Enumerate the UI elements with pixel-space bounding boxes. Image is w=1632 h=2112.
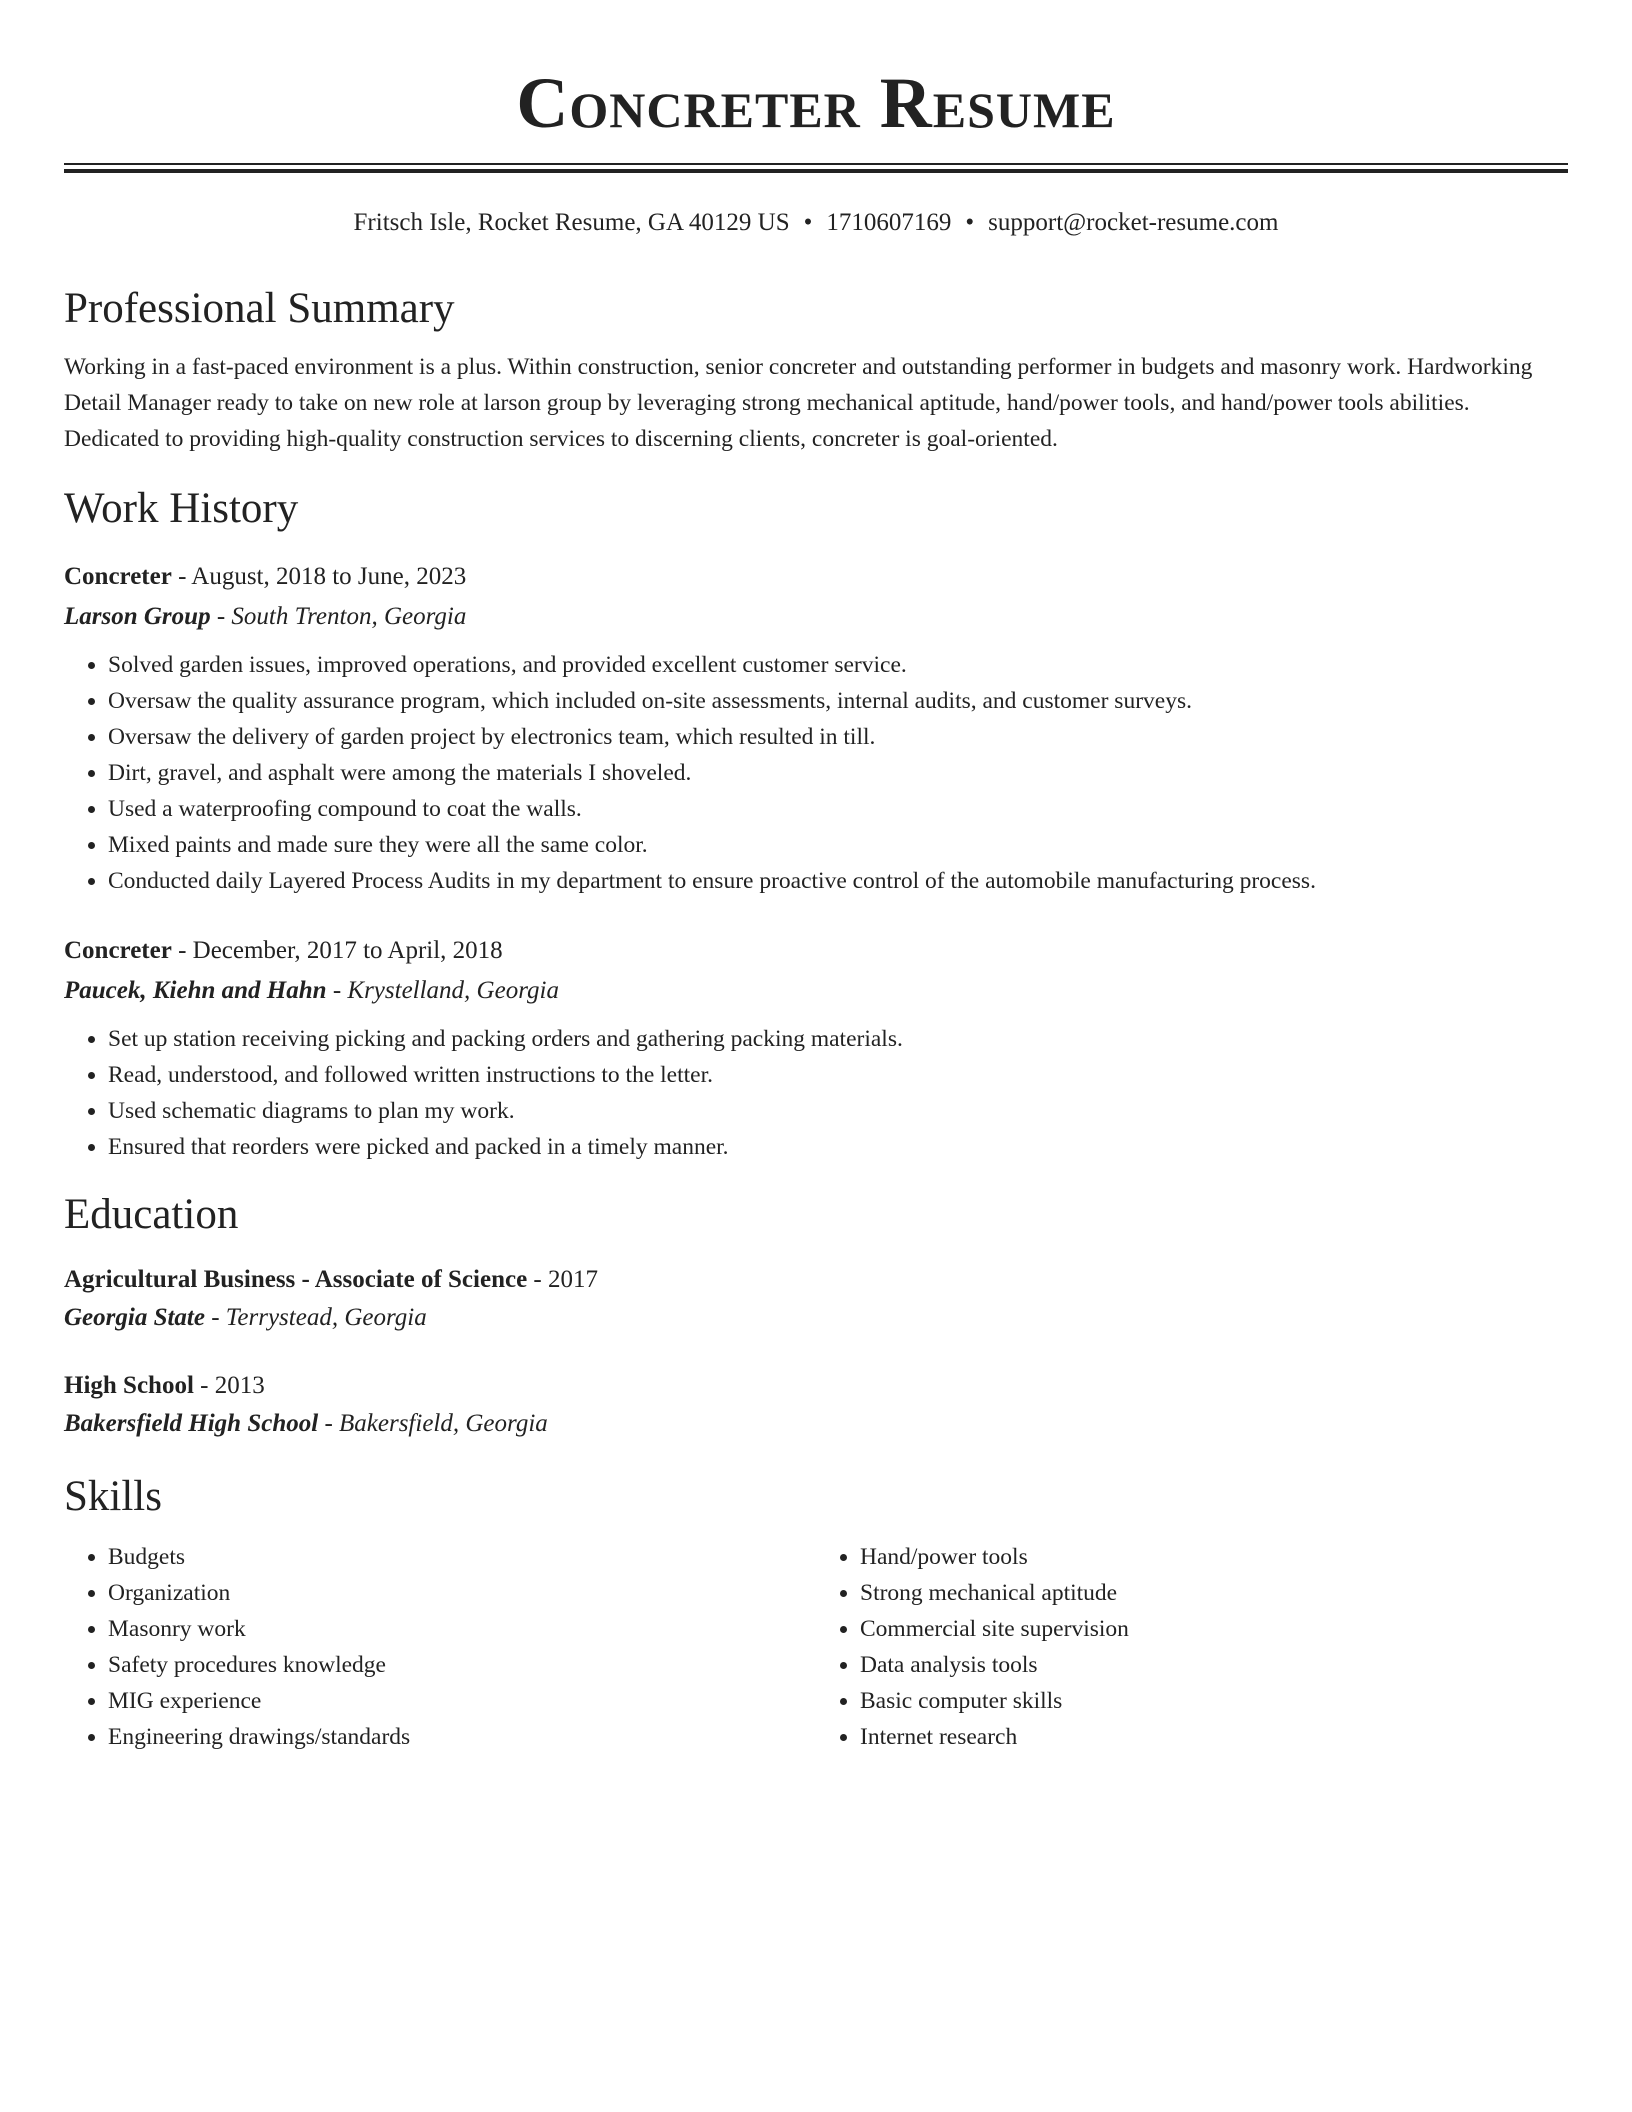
education-entry	[64, 1367, 1568, 1443]
education-degree-line	[64, 1261, 1568, 1299]
summary-text: Working in a fast-paced environment is a plus. Within construction, senior concreter and outstanding performer in budgets and masonry work. Hardworking Detail Manager ready to take on new role at larson group by leveraging strong mechanical aptitude, hand/power tools, and hand/power tools abilities. Dedicated to providing high-quality construction services to discerning clients, concreter is goal-oriented.	[64, 354, 1533, 452]
list-item: • Oversaw the delivery of garden project by electronics team, which resulted in till.	[108, 719, 1568, 755]
summary-heading: Professional Summary	[64, 285, 455, 332]
skills-list-left	[64, 1539, 816, 1755]
list-item: • Dirt, gravel, and asphalt were among the materials I shoveled.	[108, 755, 1568, 791]
skill-item: • Basic computer skills	[860, 1683, 1568, 1719]
list-item: • Ensured that reorders were picked and packed in a timely manner.	[108, 1129, 1568, 1165]
work-history-heading: Work History	[64, 485, 299, 532]
job-dates: - August, 2018 to June, 2023	[171, 563, 467, 590]
job-role-line	[64, 557, 1568, 597]
job-location: - Krystelland, Georgia	[326, 977, 559, 1004]
contact-line	[64, 207, 1568, 239]
skill-item: • Safety procedures knowledge	[108, 1647, 816, 1683]
skills-columns	[64, 1539, 1568, 1755]
skill-item: • Hand/power tools	[860, 1539, 1568, 1575]
job-company: Larson Group	[64, 603, 211, 630]
job-title: Concreter	[64, 937, 172, 964]
job-company-line	[64, 971, 1568, 1011]
skill-item: • Internet research	[860, 1719, 1568, 1755]
contact-email: support@rocket-resume.com	[988, 209, 1279, 236]
skill-item: • Engineering drawings/standards	[108, 1719, 816, 1755]
skill-item: • Commercial site supervision	[860, 1611, 1568, 1647]
list-item: • Conducted daily Layered Process Audits in my department to ensure proactive control of the automobile manufacturing process.	[108, 863, 1568, 899]
education-school: Georgia State	[64, 1304, 205, 1331]
skill-item: • Masonry work	[108, 1611, 816, 1647]
contact-address: Fritsch Isle, Rocket Resume, GA 40129 US	[353, 209, 790, 236]
contact-separator: •	[803, 209, 813, 236]
job-role-line	[64, 931, 1568, 971]
job-duties-list	[64, 647, 1568, 899]
list-item: • Used a waterproofing compound to coat the walls.	[108, 791, 1568, 827]
education-degree: Agricultural Business - Associate of Science	[64, 1266, 528, 1293]
contact-separator: •	[965, 209, 975, 236]
education-school-line	[64, 1299, 1568, 1337]
job-location: - South Trenton, Georgia	[210, 603, 467, 630]
job-entry	[64, 931, 1568, 1165]
job-company: Paucek, Kiehn and Hahn	[64, 977, 327, 1004]
job-dates: - December, 2017 to April, 2018	[171, 937, 503, 964]
skill-item: • MIG experience	[108, 1683, 816, 1719]
education-school-line	[64, 1405, 1568, 1443]
list-item: • Used schematic diagrams to plan my work.	[108, 1093, 1568, 1129]
list-item: • Read, understood, and followed written instructions to the letter.	[108, 1057, 1568, 1093]
skill-item: • Budgets	[108, 1539, 816, 1575]
list-item: • Set up station receiving picking and packing orders and gathering packing materials.	[108, 1021, 1568, 1057]
title-divider	[64, 163, 1568, 173]
skill-item: • Organization	[108, 1575, 816, 1611]
list-item: • Solved garden issues, improved operations, and provided excellent customer service.	[108, 647, 1568, 683]
contact-phone: 1710607169	[826, 209, 952, 236]
skill-item: • Strong mechanical aptitude	[860, 1575, 1568, 1611]
job-entry	[64, 557, 1568, 899]
page-title: Concreter Resume	[516, 63, 1116, 143]
list-item: • Oversaw the quality assurance program, which included on-site assessments, internal audits, and customer surveys.	[108, 683, 1568, 719]
skill-item: • Data analysis tools	[860, 1647, 1568, 1683]
education-location: - Bakersfield, Georgia	[318, 1410, 548, 1437]
skills-heading: Skills	[64, 1473, 162, 1520]
education-school: Bakersfield High School	[64, 1410, 319, 1437]
job-duties-list	[64, 1021, 1568, 1165]
education-degree-line	[64, 1367, 1568, 1405]
education-heading: Education	[64, 1191, 239, 1238]
list-item: • Mixed paints and made sure they were all the same color.	[108, 827, 1568, 863]
job-title: Concreter	[64, 563, 172, 590]
education-year: - 2017	[527, 1266, 598, 1293]
job-company-line	[64, 597, 1568, 637]
skills-list-right	[816, 1539, 1568, 1755]
education-degree: High School	[64, 1372, 194, 1399]
education-entry	[64, 1261, 1568, 1337]
education-location: - Terrystead, Georgia	[204, 1304, 427, 1331]
education-year: - 2013	[193, 1372, 265, 1399]
